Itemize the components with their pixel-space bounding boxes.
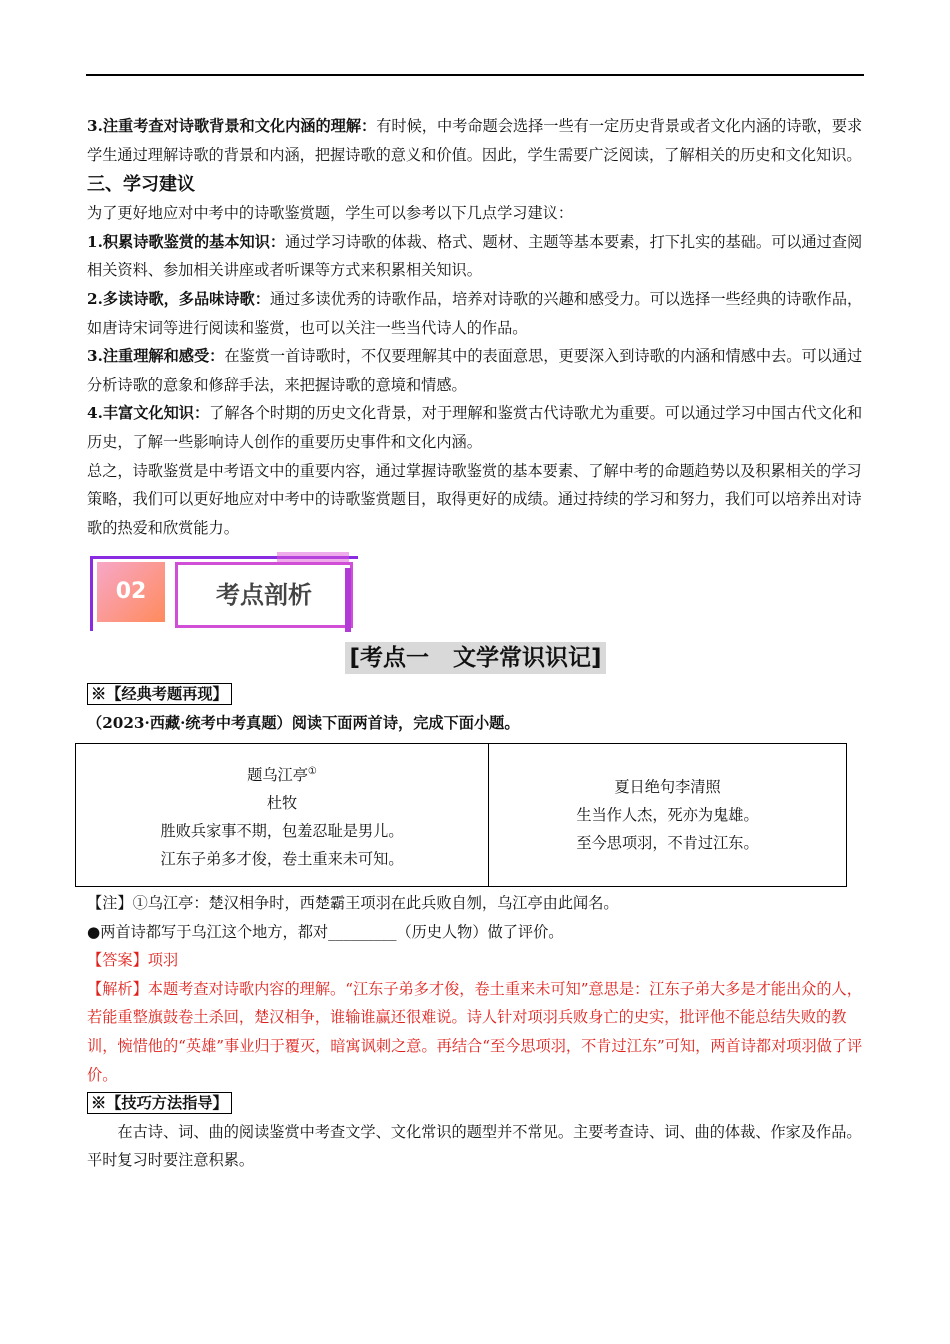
method-label: ※【技巧方法指导】 (87, 1092, 232, 1114)
analysis-paragraph (87, 975, 864, 1089)
suggestion-item (87, 399, 864, 456)
poem1-line: 江东子弟多才俊，卷土重来未可知。 (160, 849, 404, 868)
answer-line (87, 946, 864, 975)
analysis-text: 本题考查对诗歌内容的理解。“江东子弟多才俊，卷土重来未可知”意思是：江东子弟大多是才能出众的人，若能重整旗鼓卷土杀回，楚汉相争，谁输谁赢还很难说。诗人针对项羽兵败身亡的史实，批评他不能总结失败的教训，惋惜他的“英雄”事业归于覆灭，暗寓讽刺之意。再结合“至今思项羽，不肯过江东”可知，两首诗都对项羽做了评价。 (87, 979, 863, 1084)
method-paragraph: 在古诗、词、曲的阅读鉴赏中考查文学、文化常识的题型并不常见。主要考查诗、词、曲的体裁、作家及作品。平时复习时要注意积累。 (87, 1122, 862, 1170)
poem2-title: 夏日绝句李清照 (614, 778, 721, 797)
prompt-before: ●两首诗都写于乌江这个地方，都对 (87, 922, 329, 941)
question-source: （2023·西藏·统考中考真题）阅读下面两首诗，完成下面小题。 (87, 713, 520, 732)
point3-title: 3.注重考查对诗歌背景和文化内涵的理解： (87, 117, 377, 135)
poem1-title (76, 758, 488, 789)
classic-label: ※【经典考题再现】 (87, 683, 232, 705)
poem-table (75, 743, 847, 887)
suggestion-item (87, 342, 864, 399)
answer-text: 项羽 (147, 951, 179, 970)
banner-label: 考点剖析 (175, 562, 353, 628)
suggestion-title: 4.丰富文化知识： (87, 404, 210, 423)
analysis-label: 【解析】 (87, 979, 148, 998)
point3-text: 有时候，中考命题会选择一些有一定历史背景或者文化内涵的诗歌，要求学生通过理解诗歌的背景和内涵，把握诗歌的意义和价值。因此，学生需要广泛阅读，了解相关的历史和文化知识。 (87, 117, 863, 164)
suggestion-title: 2.多读诗歌，多品味诗歌： (87, 289, 270, 308)
answer-label: 【答案】 (87, 951, 148, 970)
poem-cell-2 (489, 744, 847, 887)
banner-accent-bar (345, 568, 351, 632)
suggestion-title: 3.注重理解和感受： (87, 347, 225, 366)
document-body (87, 112, 864, 1175)
paragraph-point3 (87, 112, 864, 169)
section-banner (87, 548, 864, 652)
header-rule (86, 74, 864, 76)
suggestion-item (87, 228, 864, 285)
prompt-after: （历史人物）做了评价。 (396, 922, 564, 941)
suggestion-title: 1.积累诗歌鉴赏的基本知识： (87, 232, 286, 251)
kaodian-title: [考点一 文学常识识记] (345, 642, 605, 674)
answer-blank: _________ (328, 922, 397, 941)
banner-decoration (277, 552, 349, 562)
poem1-line: 胜败兵家事不期，包羞忍耻是男儿。 (160, 821, 404, 840)
question-prompt (87, 918, 864, 947)
suggestion-text: 了解各个时期的历史文化背景，对于理解和鉴赏古代诗歌尤为重要。可以通过学习中国古代文化和历史，了解一些影响诗人创作的重要历史事件和文化内涵。 (87, 404, 863, 451)
banner-number: 02 (97, 562, 165, 622)
suggestion-text: 通过多读优秀的诗歌作品，培养对诗歌的兴趣和感受力。可以选择一些经典的诗歌作品，如唐诗宋词等进行阅读和鉴赏，也可以关注一些当代诗人的作品。 (87, 289, 863, 337)
section-intro: 为了更好地应对中考中的诗歌鉴赏题，学生可以参考以下几点学习建议： (87, 204, 573, 223)
suggestion-text: 在鉴赏一首诗歌时，不仅要理解其中的表面意思，更要深入到诗歌的内涵和情感中去。可以通过分析诗歌的意象和修辞手法，来把握诗歌的意境和情感。 (87, 347, 863, 394)
footnote-marker: ① (307, 765, 317, 777)
suggestion-text: 通过学习诗歌的体裁、格式、题材、主题等基本要素，打下扎实的基础。可以通过查阅相关资料、参加相关讲座或者听课等方式来积累相关知识。 (87, 232, 863, 280)
section-heading: 三、学习建议 (87, 174, 195, 196)
poem-cell-1 (76, 744, 489, 887)
summary-paragraph: 总之，诗歌鉴赏是中考语文中的重要内容，通过掌握诗歌鉴赏的基本要素、了解中考的命题趋势以及积累相关的学习策略，我们可以更好地应对中考中的诗歌鉴赏题目，取得更好的成绩。通过持续的学习和努力，我们可以培养出对诗歌的热爱和欣赏能力。 (87, 461, 862, 537)
poem1-title-text: 题乌江亭 (247, 765, 308, 784)
note: 【注】①乌江亭：楚汉相争时，西楚霸王项羽在此兵败自刎，乌江亭由此闻名。 (87, 894, 619, 913)
poem2-line: 至今思项羽，不肯过江东。 (576, 834, 759, 853)
poem2-line: 生当作人杰，死亦为鬼雄。 (576, 806, 759, 825)
suggestion-item (87, 285, 864, 342)
poem1-author: 杜牧 (266, 793, 298, 812)
